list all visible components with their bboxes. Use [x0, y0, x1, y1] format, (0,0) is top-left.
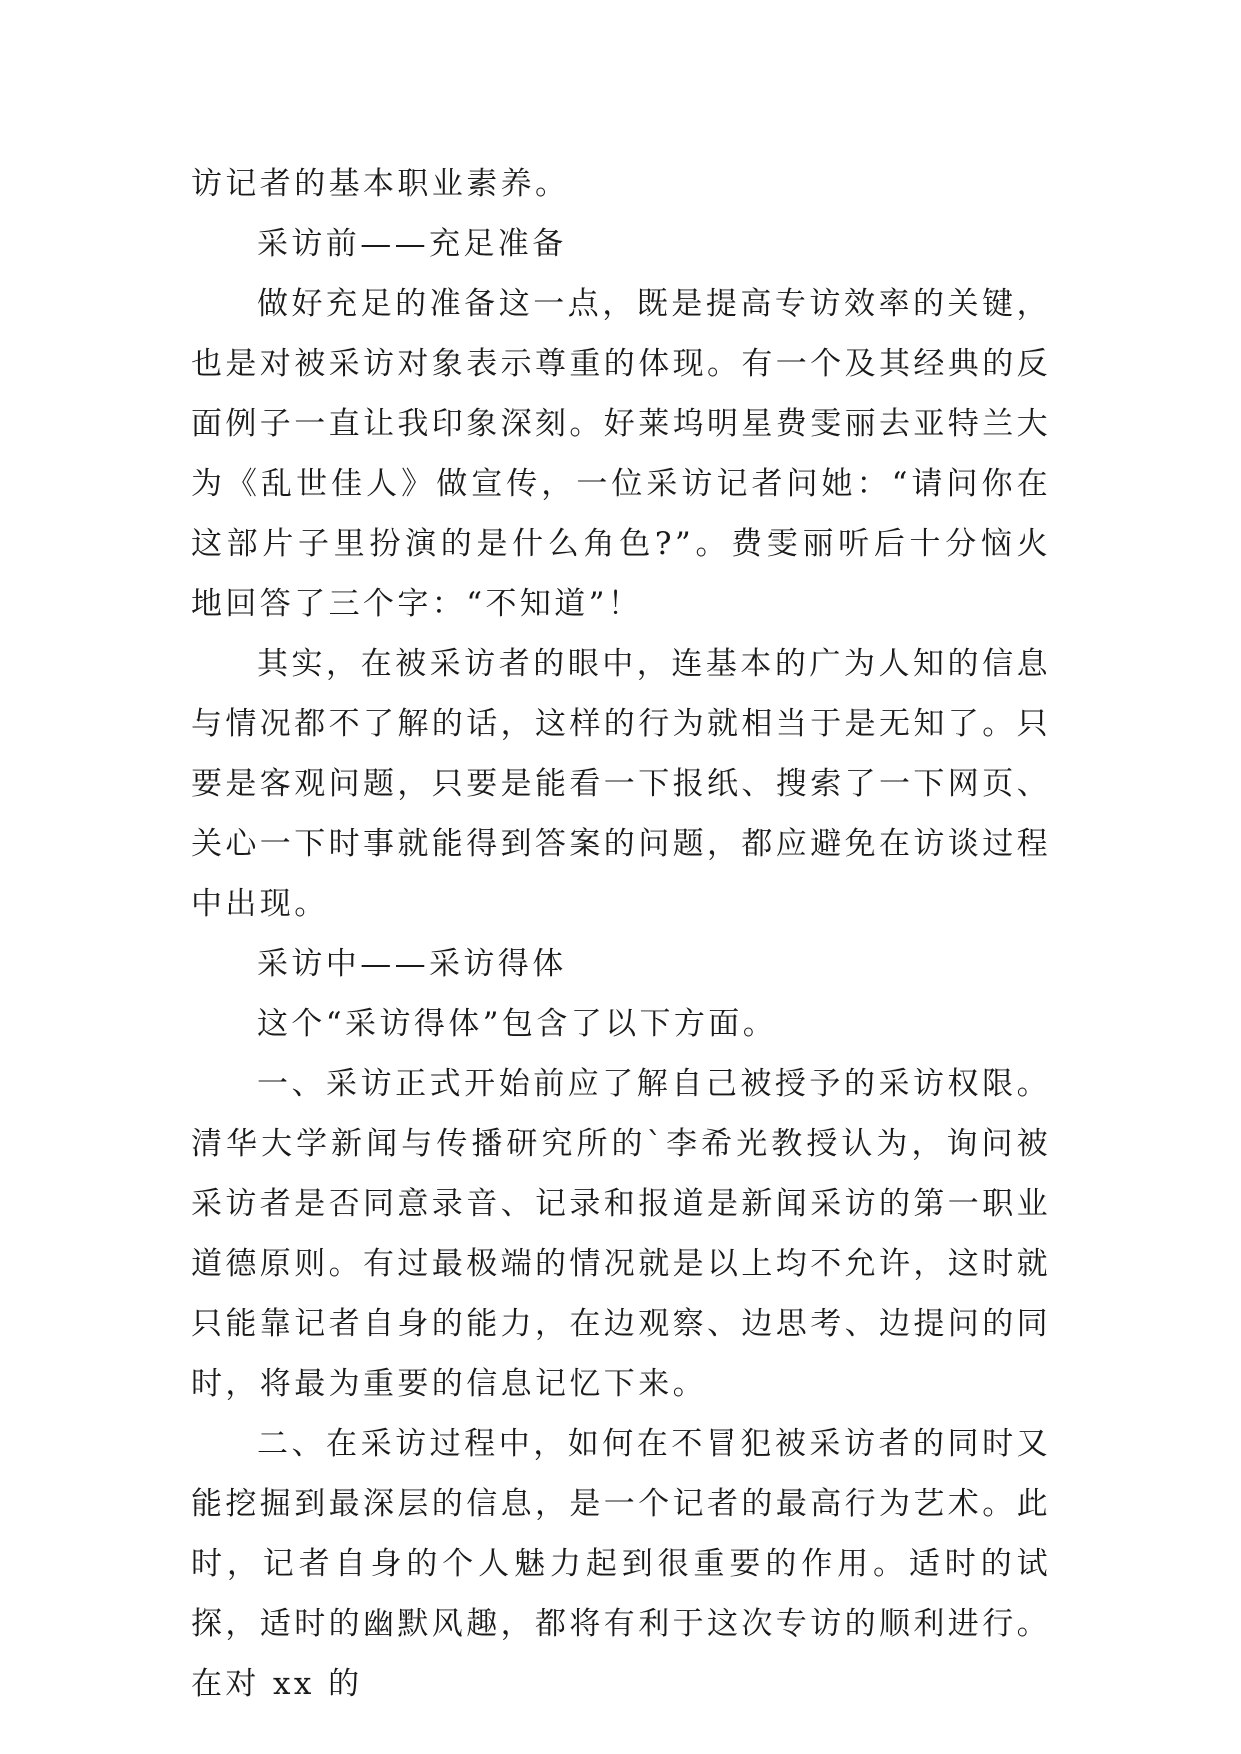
paragraph: 访记者的基本职业素养。 [191, 166, 570, 202]
paragraph: 其实，在被采访者的眼中，连基本的广为人知的信息与情况都不了解的话，这样的行为就相当于是无知了。只要是客观问题，只要是能看一下报纸、搜索了一下网页、关心一下时事就能得到答案的问题，都应避免在访谈过程中出现。 [191, 646, 1051, 922]
document-body [191, 154, 1051, 1714]
paragraph: 做好充足的准备这一点，既是提高专访效率的关键，也是对被采访对象表示尊重的体现。有一个及其经典的反面例子一直让我印象深刻。好莱坞明星费雯丽去亚特兰大为《乱世佳人》做宣传，一位采访记者问她：“请问你在这部片子里扮演的是什么角色?”。费雯丽听后十分恼火地回答了三个字：“不知道”！ [191, 286, 1051, 622]
paragraph: 这个“采访得体”包含了以下方面。 [257, 1006, 778, 1042]
paragraph: 二、在采访过程中，如何在不冒犯被采访者的同时又能挖掘到最深层的信息，是一个记者的最高行为艺术。此时，记者自身的个人魅力起到很重要的作用。适时的试探，适时的幽默风趣，都将有利于这次专访的顺利进行。在对 xx 的 [191, 1426, 1051, 1702]
paragraph: 一、采访正式开始前应了解自己被授予的采访权限。清华大学新闻与传播研究所的`李希光教授认为，询问被采访者是否同意录音、记录和报道是新闻采访的第一职业道德原则。有过最极端的情况就是以上均不允许，这时就只能靠记者自身的能力，在边观察、边思考、边提问的同时，将最为重要的信息记忆下来。 [191, 1066, 1051, 1402]
section-heading: 采访前——充足准备 [257, 226, 567, 262]
section-heading: 采访中——采访得体 [257, 946, 567, 982]
